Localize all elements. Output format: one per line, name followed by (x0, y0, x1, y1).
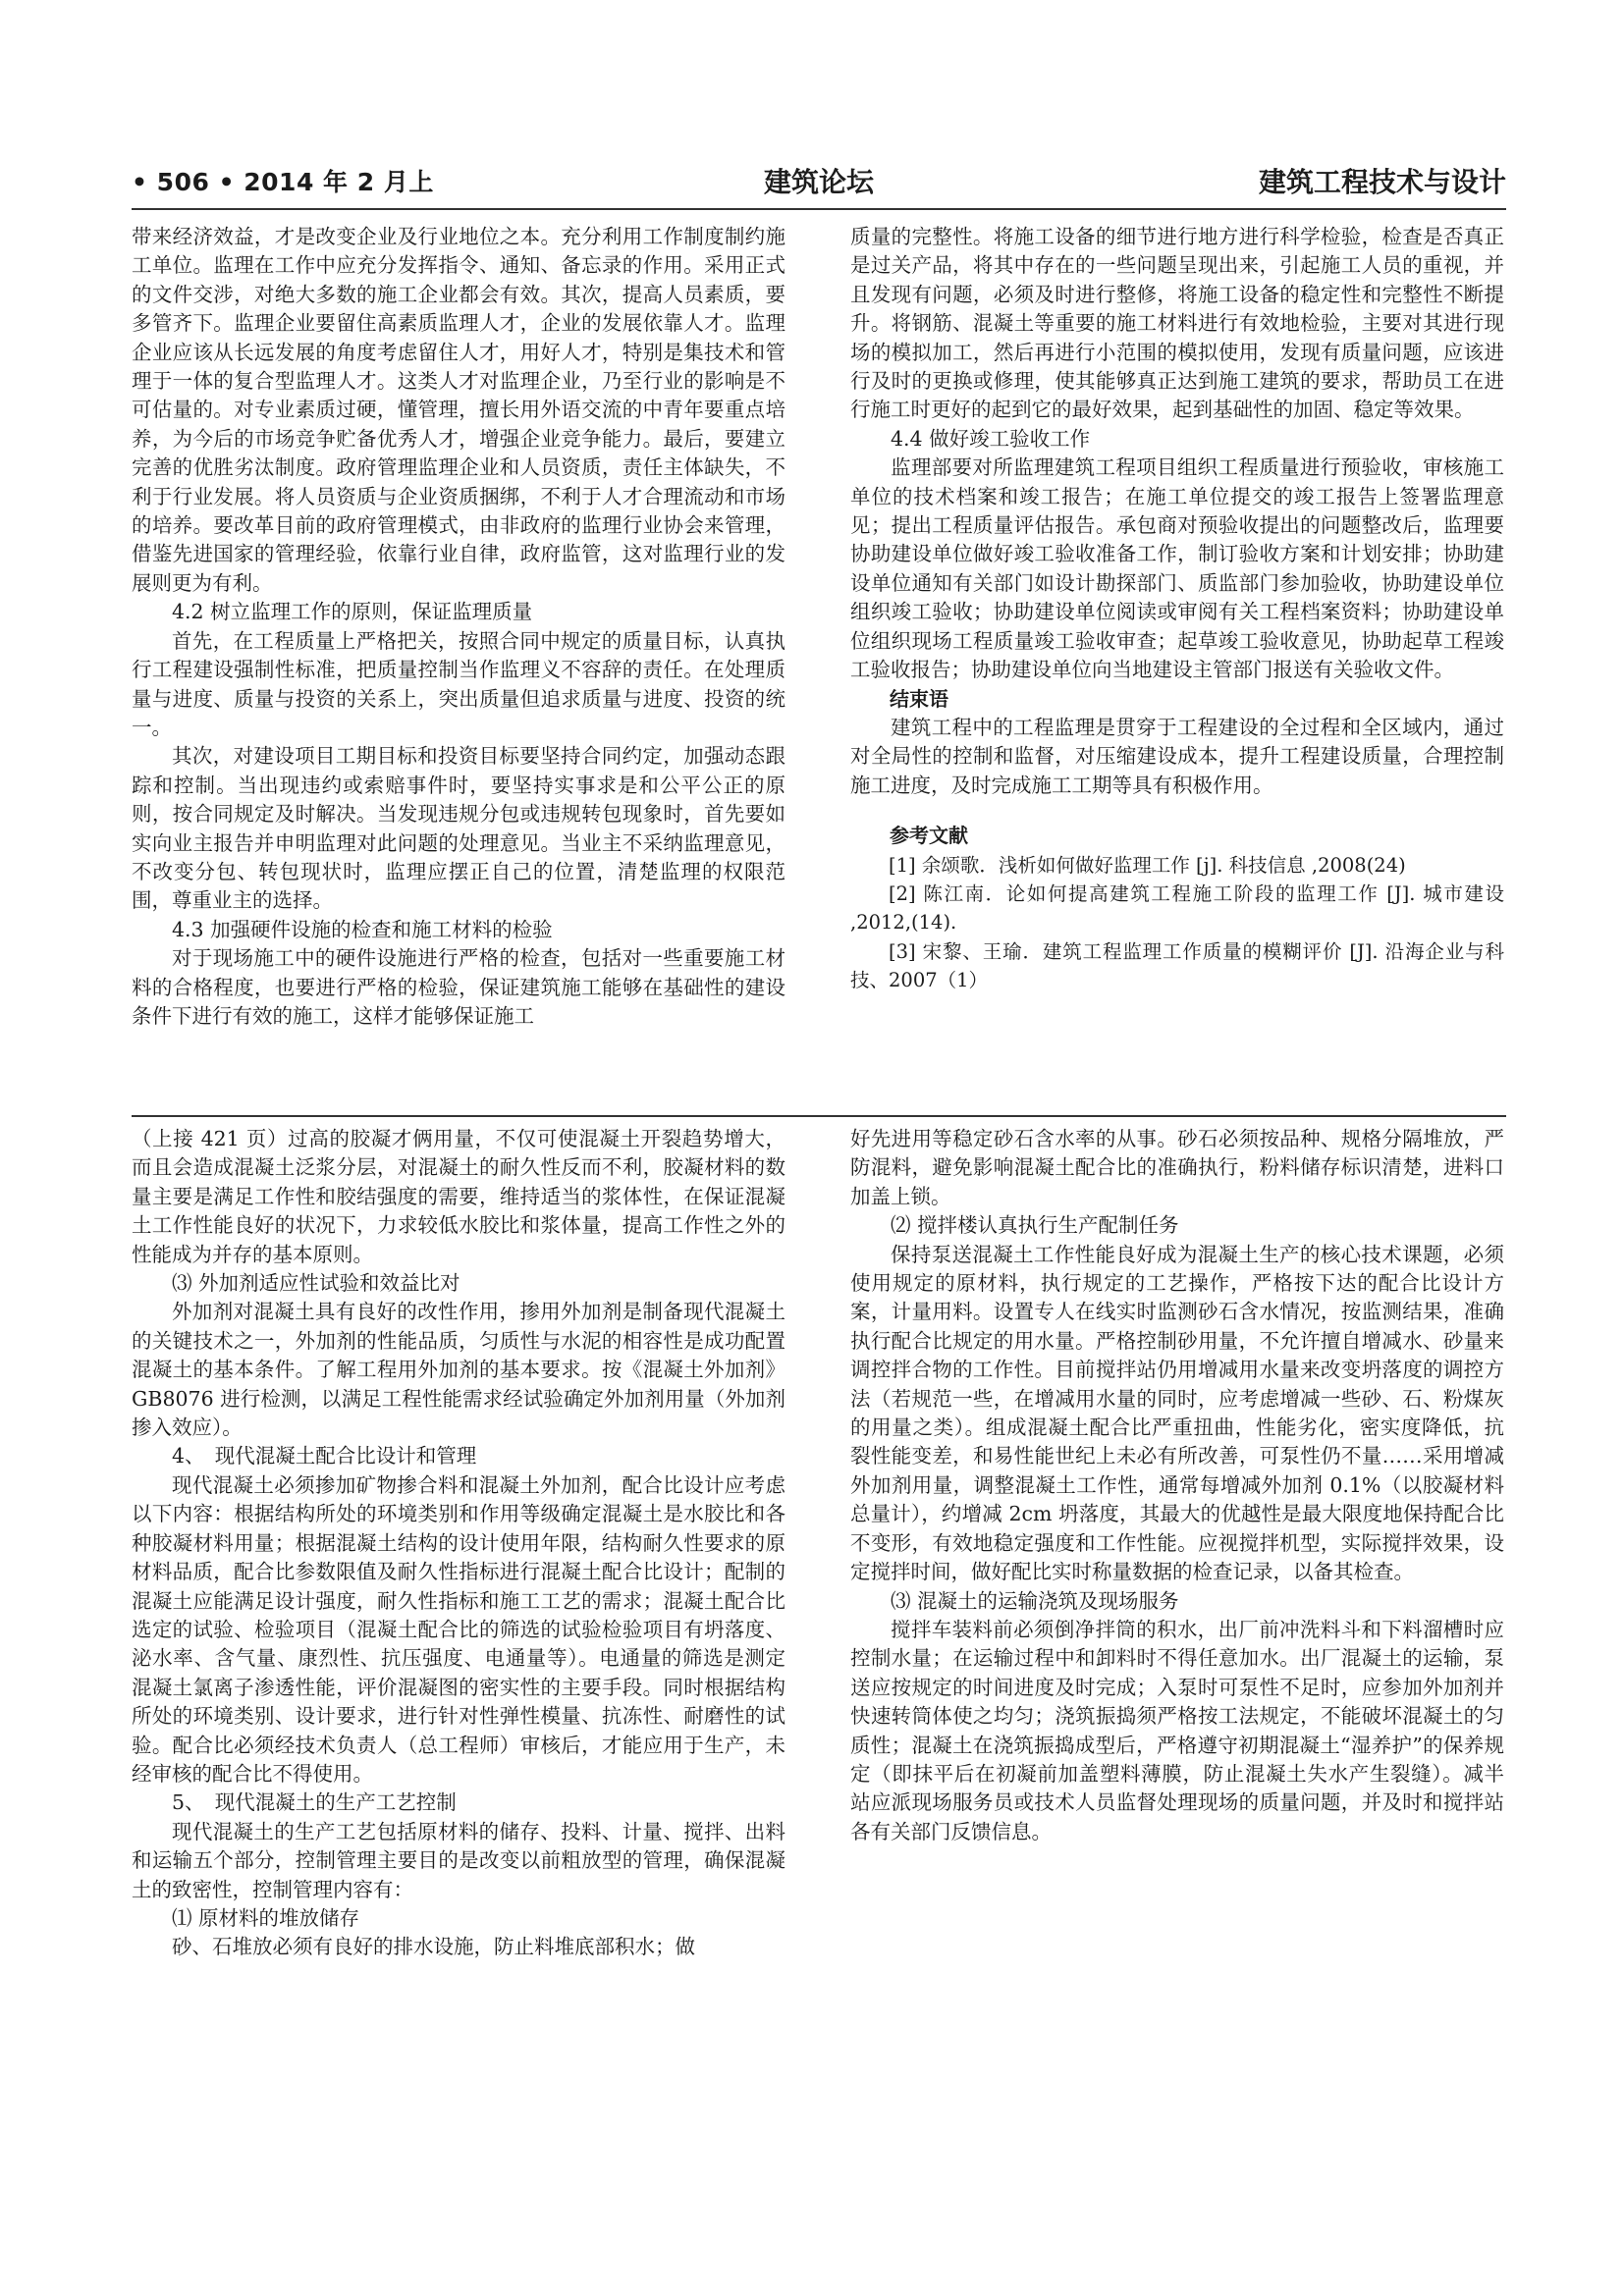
paragraph: [2] 陈江南．论如何提高建筑工程施工阶段的监理工作 [J]. 城市建设 ,2012,(14). (850, 881, 1504, 934)
paragraph: 砂、石堆放必须有良好的排水设施，防止料堆底部积水；做 (172, 1935, 695, 1959)
paragraph: （上接 421 页）过高的胶凝才俩用量，不仅可使混凝土开裂趋势增大，而且会造成混凝土泛浆分层，对混凝土的耐久性反而不利，胶凝材料的数量主要是满足工作性和胶结强度的需要，维持适当的浆体性，在保证混凝土工作性能良好的状况下，力求较低水胶比和浆体量，提高工作性之外的性能成为并存的基本原则。 (132, 1127, 785, 1266)
paragraph: 好先进用等稳定砂石含水率的从事。砂石必须按品种、规格分隔堆放，严防混料，避免影响混凝土配合比的准确执行，粉料储存标识清楚，进料口加盖上锁。 (850, 1127, 1504, 1208)
paragraph: 4.2 树立监理工作的原则，保证监理质量 (172, 600, 533, 624)
article-separator-rule (132, 1115, 1506, 1117)
page-number-date: • 506 • 2014 年 2 月上 (132, 168, 434, 196)
paragraph: 首先，在工程质量上严格把关，按照合同中规定的质量目标，认真执行工程建设强制性标准，把质量控制当作监理义不容辞的责任。在处理质量与进度、质量与投资的关系上，突出质量但追求质量与进度、投资的统一。 (132, 628, 785, 739)
paragraph: 5、 现代混凝土的生产工艺控制 (172, 1790, 457, 1815)
paragraph: 对于现场施工中的硬件设施进行严格的检查，包括对一些重要施工材料的合格程度，也要进行严格的检验，保证建筑施工能够在基础性的建设条件下进行有效的施工，这样才能够保证施工 (132, 946, 785, 1028)
paragraph: [1] 余颂歌．浅析如何做好监理工作 [j]. 科技信息 ,2008(24) (889, 853, 1406, 877)
column-bottom-left (132, 1125, 785, 1962)
column-top-left (132, 223, 785, 1031)
header-rule (132, 208, 1506, 210)
paragraph: 4.3 加强硬件设施的检查和施工材料的检验 (172, 917, 553, 941)
journal-name: 建筑工程技术与设计 (1258, 166, 1506, 198)
paragraph: ⑶ 外加剂适应性试验和效益比对 (172, 1271, 460, 1296)
paragraph: 4、 现代混凝土配合比设计和管理 (172, 1444, 477, 1468)
column-bottom-right (850, 1125, 1504, 1846)
paragraph: 保持泵送混凝土工作性能良好成为混凝土生产的核心技术课题，必须使用规定的原材料，执行规定的工艺操作，严格按下达的配合比设计方案，计量用料。设置专人在线实时监测砂石含水情况，按监测结果，准确执行配合比规定的用水量。严格控制砂用量，不允许擅自增减水、砂量来调控拌合物的工作性。目前搅拌站仍用增减用水量来改变坍落度的调控方法（若规范一些，在增减用水量的同时，应考虑增减一些砂、石、粉煤灰的用量之类）。组成混凝土配合比严重扭曲，性能劣化，密实度降低，抗裂性能变差，和易性能世纪上未必有所改善，可泵性仍不量……采用增减外加剂用量，调整混凝土工作性，通常每增减外加剂 0.1%（以胶凝材料总量计），约增减 2cm 坍落度，其最大的优越性是最大限度地保持配合比不变形，有效地稳定强度和工作性能。应视搅拌机型，实际搅拌效果，设定搅拌时间，做好配比实时称量数据的检查记录，以备其检查。 (850, 1242, 1504, 1584)
paragraph: 外加剂对混凝土具有良好的改性作用，掺用外加剂是制备现代混凝土的关键技术之一，外加剂的性能品质，匀质性与水泥的相容性是成功配置混凝土的基本条件。了解工程用外加剂的基本要求。按《混凝土外加剂》GB8076 进行检测，以满足工程性能需求经试验确定外加剂用量（外加剂掺入效应）。 (132, 1300, 785, 1440)
paragraph: 带来经济效益，才是改变企业及行业地位之本。充分利用工作制度制约施工单位。监理在工作中应充分发挥指令、通知、备忘录的作用。采用正式的文件交涉，对绝大多数的施工企业都会有效。其次，提高人员素质，要多管齐下。监理企业要留住高素质监理人才，企业的发展依靠人才。监理企业应该从长远发展的角度考虑留住人才，用好人才，特别是集技术和管理于一体的复合型监理人才。这类人才对监理企业，乃至行业的影响是不可估量的。对专业素质过硬，懂管理，擅长用外语交流的中青年要重点培养，为今后的市场竞争贮备优秀人才，增强企业竞争能力。最后，要建立完善的优胜劣汰制度。政府管理监理企业和人员资质，责任主体缺失，不利于行业发展。将人员资质与企业资质捆绑，不利于人才合理流动和市场的培养。要改革目前的政府管理模式，由非政府的监理行业协会来管理，借鉴先进国家的管理经验，依靠行业自律，政府监管，这对监理行业的发展则更为有利。 (132, 225, 785, 595)
paragraph: [3] 宋黎、王瑜．建筑工程监理工作质量的模糊评价 [J]. 沿海企业与科技、2007（1） (850, 939, 1504, 992)
paragraph: 其次，对建设项目工期目标和投资目标要坚持合同约定，加强动态跟踪和控制。当出现违约或索赔事件时，要坚持实事求是和公平公正的原则，按合同规定及时解决。当发现违规分包或违规转包现象时，首先要如实向业主报告并申明监理对此问题的处理意见。当业主不采纳监理意见，不改变分包、转包现状时，监理应摆正自己的位置，清楚监理的权限范围，尊重业主的选择。 (132, 744, 785, 913)
paragraph: ⑴ 原材料的堆放储存 (172, 1905, 360, 1930)
paragraph: 搅拌车装料前必须倒净拌筒的积水，出厂前冲洗料斗和下料溜槽时应控制水量；在运输过程中和卸料时不得任意加水。出厂混凝土的运输，泵送应按规定的时间进度及时完成；入泵时可泵性不足时，应参加外加剂并快速转筒体使之均匀；浇筑振捣须严格按工法规定，不能破坏混凝土的匀质性；混凝土在浇筑振捣成型后，严格遵守初期混凝土“湿养护”的保养规定（即抹平后在初凝前加盖塑料薄膜，防止混凝土失水产生裂缝）。减半站应派现场服务员或技术人员监督处理现场的质量问题，并及时和搅拌站各有关部门反馈信息。 (850, 1617, 1504, 1843)
column-top-right (850, 223, 1504, 995)
paragraph: 结束语 (890, 686, 948, 711)
column-title: 建筑论坛 (763, 166, 874, 198)
paragraph: 现代混凝土的生产工艺包括原材料的储存、投料、计量、搅拌、出料和运输五个部分，控制管理主要目的是改变以前粗放型的管理，确保混凝土的致密性，控制管理内容有： (132, 1819, 785, 1901)
page-header (132, 159, 1506, 202)
paragraph: 现代混凝土必须掺加矿物掺合料和混凝土外加剂，配合比设计应考虑以下内容：根据结构所处的环境类别和作用等级确定混凝土是水胶比和各种胶凝材料用量；根据混凝土结构的设计使用年限，结构耐久性要求的原材料品质，配合比参数限值及耐久性指标进行混凝土配合比设计；配制的混凝土应能满足设计强度，耐久性指标和施工工艺的需求；混凝土配合比选定的试验、检验项目（混凝土配合比的筛选的试验检验项目有坍落度、泌水率、含气量、康烈性、抗压强度、电通量等）。电通量的筛选是测定混凝土氯离子渗透性能，评价混凝图的密实性的主要手段。同时根据结构所处的环境类别、设计要求，进行针对性弹性模量、抗冻性、耐磨性的试验。配合比必须经技术负责人（总工程师）审核后，才能应用于生产，未经审核的配合比不得使用。 (132, 1472, 785, 1786)
paragraph: 4.4 做好竣工验收工作 (891, 426, 1091, 451)
paragraph: 监理部要对所监理建筑工程项目组织工程质量进行预验收，审核施工单位的技术档案和竣工报告；在施工单位提交的竣工报告上签署监理意见；提出工程质量评估报告。承包商对预验收提出的问题整改后，监理要协助建设单位做好竣工验收准备工作，制订验收方案和计划安排；协助建设单位通知有关部门如设计勘探部门、质监部门参加验收，协助建设单位组织竣工验收；协助建设单位阅读或审阅有关工程档案资料；协助建设单位组织现场工程质量竣工验收审查；起草竣工验收意见，协助起草工程竣工验收报告；协助建设单位向当地建设主管部门报送有关验收文件。 (850, 455, 1504, 682)
paragraph: ⑵ 搅拌楼认真执行生产配制任务 (891, 1213, 1179, 1238)
paragraph: 参考文献 (890, 824, 968, 848)
paragraph: 质量的完整性。将施工设备的细节进行地方进行科学检验，检查是否真正是过关产品，将其中存在的一些问题呈现出来，引起施工人员的重视，并且发现有问题，必须及时进行整修，将施工设备的稳定性和完整性不断提升。将钢筋、混凝土等重要的施工材料进行有效地检验，主要对其进行现场的模拟加工，然后再进行小范围的模拟使用，发现有质量问题，应该进行及时的更换或修理，使其能够真正达到施工建筑的要求，帮助员工在进行施工时更好的起到它的最好效果，起到基础性的加固、稳定等效果。 (850, 225, 1504, 422)
paragraph: ⑶ 混凝土的运输浇筑及现场服务 (891, 1588, 1179, 1613)
paragraph: 建筑工程中的工程监理是贯穿于工程建设的全过程和全区域内，通过对全局性的控制和监督，对压缩建设成本，提升工程建设质量，合理控制施工进度，及时完成施工工期等具有积极作用。 (850, 715, 1504, 797)
